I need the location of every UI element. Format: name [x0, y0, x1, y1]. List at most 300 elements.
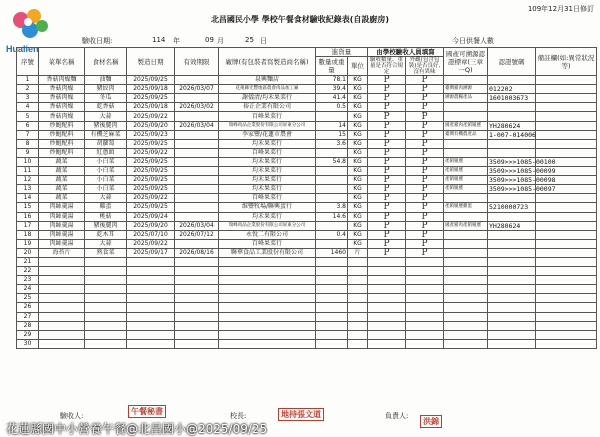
cell-seq: 23 — [17, 276, 39, 285]
cell-remark — [536, 285, 597, 294]
cell-qty: 0.5 — [316, 103, 348, 112]
check-appearance-cell: P — [406, 148, 444, 157]
cell-seq: 8 — [17, 139, 39, 148]
cell-dish — [39, 330, 85, 339]
cell-vendor: 维豐牧場/聯興蛋行 — [219, 203, 316, 212]
cell-unit: KG — [348, 148, 368, 157]
cell-exp: 2026/03/07 — [175, 85, 219, 94]
cell-dish: 蔬菜 — [39, 176, 85, 185]
cell-unit: KG — [348, 139, 368, 148]
cell-vendor — [219, 303, 316, 312]
cell-qty — [316, 321, 348, 330]
cell-vendor: 瑞峰肉品企業股份有限公司屏東分公司 — [219, 221, 316, 230]
header-ingredient: 食材名稱 — [85, 48, 127, 76]
cell-exp — [175, 167, 219, 176]
cell-cert_no — [488, 230, 536, 239]
cell-ingredient — [85, 267, 127, 276]
cell-cert — [444, 321, 488, 330]
cell-qty: 54.8 — [316, 157, 348, 166]
cell-dish: 肉絲羹湯 — [39, 221, 85, 230]
cell-seq: 26 — [17, 303, 39, 312]
check-qty-cell: P — [368, 157, 406, 166]
cell-qty: 1460 — [316, 248, 348, 257]
inspect-month: 09 — [205, 36, 214, 44]
cell-mfg: 2025/09/25 — [127, 94, 175, 103]
cell-vendor: 永悅二有限公司 — [219, 230, 316, 239]
cell-exp — [175, 76, 219, 85]
cell-ingredient: 乾香菇 — [85, 103, 127, 112]
cell-ingredient — [85, 294, 127, 303]
check-appearance-cell: P — [406, 85, 444, 94]
check-appearance-cell: P — [406, 103, 444, 112]
cell-mfg: 2025/07/10 — [127, 230, 175, 239]
cell-qty — [316, 112, 348, 121]
cell-seq: 6 — [17, 121, 39, 130]
cell-exp — [175, 176, 219, 185]
owner-stamp: 洪錦 — [420, 415, 442, 428]
cell-vendor: 泉興麵店 — [219, 76, 316, 85]
cell-seq: 13 — [17, 185, 39, 194]
header-exp-date: 有效期限 — [175, 48, 219, 76]
cell-cert — [444, 230, 488, 239]
check-appearance-cell: P — [406, 139, 444, 148]
table-row — [17, 212, 597, 221]
cell-mfg: 2025/09/25 — [127, 76, 175, 85]
cell-vendor: 瑞峰肉品企業股份有限公司屏東分公司 — [219, 121, 316, 130]
day-unit: 日 — [260, 37, 267, 45]
cell-dish: 肉絲羹湯 — [39, 212, 85, 221]
cell-cert — [444, 248, 488, 257]
cell-seq: 25 — [17, 294, 39, 303]
cell-cert: 國產豬肉產銷履歷 — [444, 121, 488, 130]
cell-cert — [444, 285, 488, 294]
cell-exp — [175, 148, 219, 157]
cell-exp: 2026/08/16 — [175, 248, 219, 257]
cell-dish: 肉絲羹湯 — [39, 203, 85, 212]
cell-remark — [536, 276, 597, 285]
cell-seq: 3 — [17, 94, 39, 103]
cell-remark — [536, 148, 597, 157]
cell-remark — [536, 203, 597, 212]
month-unit: 月 — [217, 37, 224, 45]
cell-seq: 4 — [17, 103, 39, 112]
header-cert-no: 認證號碼 — [488, 48, 536, 76]
cell-qty: 3.8 — [316, 203, 348, 212]
cell-exp — [175, 312, 219, 321]
table-row — [17, 321, 597, 330]
header-check-qty: 驗收數量、重量是否符合規定 — [368, 57, 406, 76]
cell-dish: 香菇肉燥麵 — [39, 76, 85, 85]
cell-ingredient — [85, 257, 127, 266]
cell-cert — [444, 276, 488, 285]
cell-dish: 肉絲羹湯 — [39, 230, 85, 239]
check-qty-cell: P — [368, 167, 406, 176]
cell-dish: 蔬菜 — [39, 185, 85, 194]
cell-dish: 蔬菜 — [39, 157, 85, 166]
table-row — [17, 303, 597, 312]
check-qty-cell: P — [368, 85, 406, 94]
cell-unit: KG — [348, 185, 368, 194]
inspect-date-label: 驗收日期: — [82, 37, 113, 45]
check-qty-cell — [368, 257, 406, 266]
cell-vendor — [219, 330, 316, 339]
check-qty-cell — [368, 276, 406, 285]
principal-stamp: 地持張文道 — [278, 408, 324, 421]
cell-unit — [348, 312, 368, 321]
check-appearance-cell: P — [406, 76, 444, 85]
cell-cert_no — [488, 112, 536, 121]
cell-unit — [348, 267, 368, 276]
cell-unit — [348, 303, 368, 312]
table-row — [17, 194, 597, 203]
cell-exp — [175, 330, 219, 339]
cell-qty — [316, 285, 348, 294]
cell-ingredient — [85, 321, 127, 330]
check-appearance-cell — [406, 294, 444, 303]
cell-ingredient: 胡蘿蔔 — [85, 139, 127, 148]
cell-cert — [444, 194, 488, 203]
cell-dish: 香菇肉燥 — [39, 103, 85, 112]
cell-cert: 產銷履歷 — [444, 185, 488, 194]
table-row — [17, 167, 597, 176]
cell-mfg — [127, 321, 175, 330]
cell-mfg — [127, 257, 175, 266]
cell-exp: 2026/03/04 — [175, 221, 219, 230]
check-appearance-cell — [406, 339, 444, 348]
check-appearance-cell: P — [406, 212, 444, 221]
cell-unit: KG — [348, 94, 368, 103]
cell-seq: 14 — [17, 194, 39, 203]
cell-unit — [348, 339, 368, 348]
table-row — [17, 121, 597, 130]
cell-cert_no: 1601003673 — [488, 94, 536, 103]
table-header-row — [17, 48, 597, 57]
cell-ingredient: 大蒜 — [85, 239, 127, 248]
cell-mfg: 2025/09/18 — [127, 103, 175, 112]
cell-unit: KG — [348, 157, 368, 166]
check-qty-cell: P — [368, 121, 406, 130]
cell-unit: KG — [348, 76, 368, 85]
check-qty-cell — [368, 312, 406, 321]
cell-exp: 2026/03/04 — [175, 121, 219, 130]
cell-vendor — [219, 267, 316, 276]
cell-exp — [175, 321, 219, 330]
check-appearance-cell: P — [406, 221, 444, 230]
inspect-year: 114 — [152, 36, 166, 44]
cell-unit: KG — [348, 112, 368, 121]
check-qty-cell — [368, 294, 406, 303]
cell-ingredient — [85, 312, 127, 321]
cell-mfg: 2025/09/18 — [127, 85, 175, 94]
cell-mfg: 2025/09/25 — [127, 185, 175, 194]
cell-ingredient — [85, 276, 127, 285]
cell-dish — [39, 257, 85, 266]
cell-dish — [39, 276, 85, 285]
cell-unit: KG — [348, 130, 368, 139]
cell-cert: 臺灣豬肉溯源 — [444, 85, 488, 94]
cell-seq: 27 — [17, 312, 39, 321]
cell-vendor: 謝儀清/均禾果菜行 — [219, 94, 316, 103]
cell-seq: 17 — [17, 221, 39, 230]
check-appearance-cell: P — [406, 248, 444, 257]
cell-dish — [39, 294, 85, 303]
watermark-text: 花蓮縣國中小營養午餐@北昌國小@2025/09/25 — [6, 422, 268, 436]
cell-unit — [348, 294, 368, 303]
cell-mfg — [127, 303, 175, 312]
cell-seq: 7 — [17, 130, 39, 139]
cell-qty — [316, 276, 348, 285]
cell-mfg: 2025/09/20 — [127, 121, 175, 130]
check-appearance-cell: P — [406, 167, 444, 176]
check-qty-cell: P — [368, 139, 406, 148]
cell-mfg: 2025/09/25 — [127, 157, 175, 166]
cell-cert_no — [488, 248, 536, 257]
table-row — [17, 276, 597, 285]
cell-dish — [39, 285, 85, 294]
cell-vendor: 百峰果菜行 — [219, 194, 316, 203]
cell-ingredient: 雞蛋 — [85, 203, 127, 212]
header-cert: 國產可溯源認證標章(三章一Q) — [444, 48, 488, 76]
cell-vendor: 百峰果菜行 — [219, 112, 316, 121]
check-appearance-cell: P — [406, 157, 444, 166]
header-seq: 序號 — [17, 48, 39, 76]
cell-cert — [444, 76, 488, 85]
cell-cert: 產銷履歷雞蛋 — [444, 203, 488, 212]
check-qty-cell: P — [368, 148, 406, 157]
cell-cert_no — [488, 257, 536, 266]
cell-cert — [444, 239, 488, 248]
table-row — [17, 85, 597, 94]
table-row — [17, 157, 597, 166]
cell-dish: 蔬菜 — [39, 194, 85, 203]
header-mfg-date: 製造日期 — [127, 48, 175, 76]
cell-remark — [536, 312, 597, 321]
cell-cert_no — [488, 148, 536, 157]
cell-exp — [175, 339, 219, 348]
cell-ingredient — [85, 285, 127, 294]
check-appearance-cell: P — [406, 94, 444, 103]
cell-vendor — [219, 321, 316, 330]
cell-cert — [444, 112, 488, 121]
cell-qty: 14 — [316, 121, 348, 130]
cell-ingredient: 油麵 — [85, 76, 127, 85]
cell-exp — [175, 194, 219, 203]
check-qty-cell — [368, 330, 406, 339]
cell-cert_no — [488, 285, 536, 294]
cell-mfg: 2025/09/22 — [127, 239, 175, 248]
table-row — [17, 148, 597, 157]
cell-ingredient: 豬絞肉 — [85, 85, 127, 94]
cell-dish — [39, 312, 85, 321]
cell-seq: 16 — [17, 212, 39, 221]
cell-remark — [536, 85, 597, 94]
cell-vendor — [219, 339, 316, 348]
cell-dish: 蔬菜 — [39, 167, 85, 176]
cell-ingredient: 乾木耳 — [85, 230, 127, 239]
cell-ingredient — [85, 339, 127, 348]
cell-cert_no — [488, 312, 536, 321]
cell-mfg: 2025/09/20 — [127, 221, 175, 230]
cell-mfg — [127, 339, 175, 348]
cell-seq: 5 — [17, 112, 39, 121]
cell-mfg — [127, 330, 175, 339]
cell-ingredient: 小白菜 — [85, 167, 127, 176]
cell-cert_no — [488, 330, 536, 339]
cell-cert: 溯源農糧產品 — [444, 94, 488, 103]
cell-seq: 10 — [17, 157, 39, 166]
cell-unit: KG — [348, 121, 368, 130]
table-row — [17, 230, 597, 239]
cell-dish — [39, 267, 85, 276]
check-qty-cell — [368, 285, 406, 294]
cell-qty — [316, 312, 348, 321]
table-row — [17, 239, 597, 248]
cell-dish: 香菇肉燥 — [39, 85, 85, 94]
cell-seq: 22 — [17, 267, 39, 276]
table-row — [17, 267, 597, 276]
cell-cert_no — [488, 321, 536, 330]
cell-dish: 炒鮑配料 — [39, 130, 85, 139]
table-row — [17, 76, 597, 85]
cell-unit: KG — [348, 230, 368, 239]
cell-cert_no: YH280624 — [488, 121, 536, 130]
cell-cert_no: 3509>>>1085-00098 — [489, 176, 556, 185]
cell-vendor: 李家豐/花蓮市農會 — [219, 130, 316, 139]
cell-seq: 24 — [17, 285, 39, 294]
cell-ingredient: 小白菜 — [85, 176, 127, 185]
header-vendor: 廠牌(有包裝者寫製造商名稱) — [219, 48, 316, 76]
cell-dish: 香菇肉燥 — [39, 112, 85, 121]
check-qty-cell: P — [368, 76, 406, 85]
cell-ingredient: 冬瓜 — [85, 94, 127, 103]
cell-exp — [175, 94, 219, 103]
cell-cert_no — [488, 303, 536, 312]
check-qty-cell: P — [368, 212, 406, 221]
cell-qty: 39.4 — [316, 85, 348, 94]
cell-seq: 11 — [17, 167, 39, 176]
cell-exp — [175, 185, 219, 194]
table-row — [17, 294, 597, 303]
cell-mfg: 2025/09/25 — [127, 203, 175, 212]
cell-vendor: 聯華食品工業股份有限公司 — [219, 248, 316, 257]
cell-exp — [175, 239, 219, 248]
cell-remark — [536, 94, 597, 103]
cell-unit — [348, 330, 368, 339]
check-appearance-cell — [406, 267, 444, 276]
cell-exp — [175, 257, 219, 266]
cell-qty — [316, 176, 348, 185]
cell-dish: 炒鮑配料 — [39, 121, 85, 130]
cell-cert — [444, 257, 488, 266]
cell-vendor: 花蓮縣光豐地區農會肉品加工廠 — [219, 85, 316, 94]
check-appearance-cell — [406, 276, 444, 285]
table-row — [17, 203, 597, 212]
cell-remark — [536, 139, 597, 148]
cell-vendor: 百峰果菜行 — [219, 239, 316, 248]
table-row — [17, 312, 597, 321]
cell-seq: 30 — [17, 339, 39, 348]
cell-mfg: 2025/09/23 — [127, 130, 175, 139]
check-qty-cell — [368, 339, 406, 348]
cell-cert_no — [488, 339, 536, 348]
cell-qty: 41.4 — [316, 94, 348, 103]
cell-exp — [175, 130, 219, 139]
check-qty-cell: P — [368, 248, 406, 257]
cell-vendor: 均禾果菜行 — [219, 139, 316, 148]
cell-remark — [536, 257, 597, 266]
cell-ingredient: 豬後腿肉 — [85, 221, 127, 230]
cell-qty — [316, 303, 348, 312]
cell-qty — [316, 267, 348, 276]
cell-cert: 產銷履歷 — [444, 176, 488, 185]
check-appearance-cell: P — [406, 176, 444, 185]
cell-remark — [536, 130, 597, 139]
cell-qty: 15 — [316, 130, 348, 139]
header-qty: 數量或重量 — [316, 57, 348, 76]
check-qty-cell — [368, 303, 406, 312]
cell-qty — [316, 167, 348, 176]
cell-unit — [348, 276, 368, 285]
cell-cert — [444, 303, 488, 312]
cell-qty — [316, 148, 348, 157]
cell-ingredient: 小白菜 — [85, 157, 127, 166]
cell-ingredient — [85, 330, 127, 339]
cell-cert_no — [488, 212, 536, 221]
check-qty-cell: P — [368, 185, 406, 194]
cell-seq: 19 — [17, 239, 39, 248]
cell-qty — [316, 185, 348, 194]
table-row — [17, 221, 597, 230]
header-staff-group: 由學校驗收人員填寫 — [368, 48, 444, 57]
cell-unit — [348, 321, 368, 330]
check-appearance-cell: P — [406, 230, 444, 239]
check-qty-cell: P — [368, 94, 406, 103]
cell-seq: 9 — [17, 148, 39, 157]
check-qty-cell: P — [368, 130, 406, 139]
cell-exp — [175, 303, 219, 312]
check-qty-cell: P — [368, 230, 406, 239]
cell-unit: KG — [348, 85, 368, 94]
check-appearance-cell — [406, 257, 444, 266]
cell-mfg: 2025/09/25 — [127, 167, 175, 176]
cell-dish — [39, 321, 85, 330]
table-row — [17, 176, 597, 185]
cell-ingredient: 紅蔥頭 — [85, 148, 127, 157]
cell-unit — [348, 285, 368, 294]
cell-remark — [536, 330, 597, 339]
cell-remark — [536, 121, 597, 130]
header-check-appearance: 外觀(包含包裝)是否良好,沒有異味 — [406, 57, 444, 76]
cell-vendor — [219, 294, 316, 303]
check-qty-cell: P — [368, 176, 406, 185]
cell-vendor: 均禾果菜行 — [219, 185, 316, 194]
cell-ingredient: 豬後腿肉 — [85, 121, 127, 130]
cell-ingredient: 大蒜 — [85, 112, 127, 121]
cell-qty — [316, 257, 348, 266]
table-row — [17, 185, 597, 194]
cell-cert — [444, 330, 488, 339]
cell-remark — [536, 339, 597, 348]
table-row — [17, 94, 597, 103]
cell-qty — [316, 339, 348, 348]
cell-qty — [316, 239, 348, 248]
cell-mfg: 2025/09/25 — [127, 176, 175, 185]
logo-text: Hualien — [6, 44, 39, 54]
cell-exp: 2026/07/12 — [175, 230, 219, 239]
cell-ingredient: 桃菇 — [85, 212, 127, 221]
cell-qty — [316, 294, 348, 303]
page-title: 北昌國民小學 學校午餐食材驗收紀錄表(自設廚房) — [210, 15, 390, 24]
